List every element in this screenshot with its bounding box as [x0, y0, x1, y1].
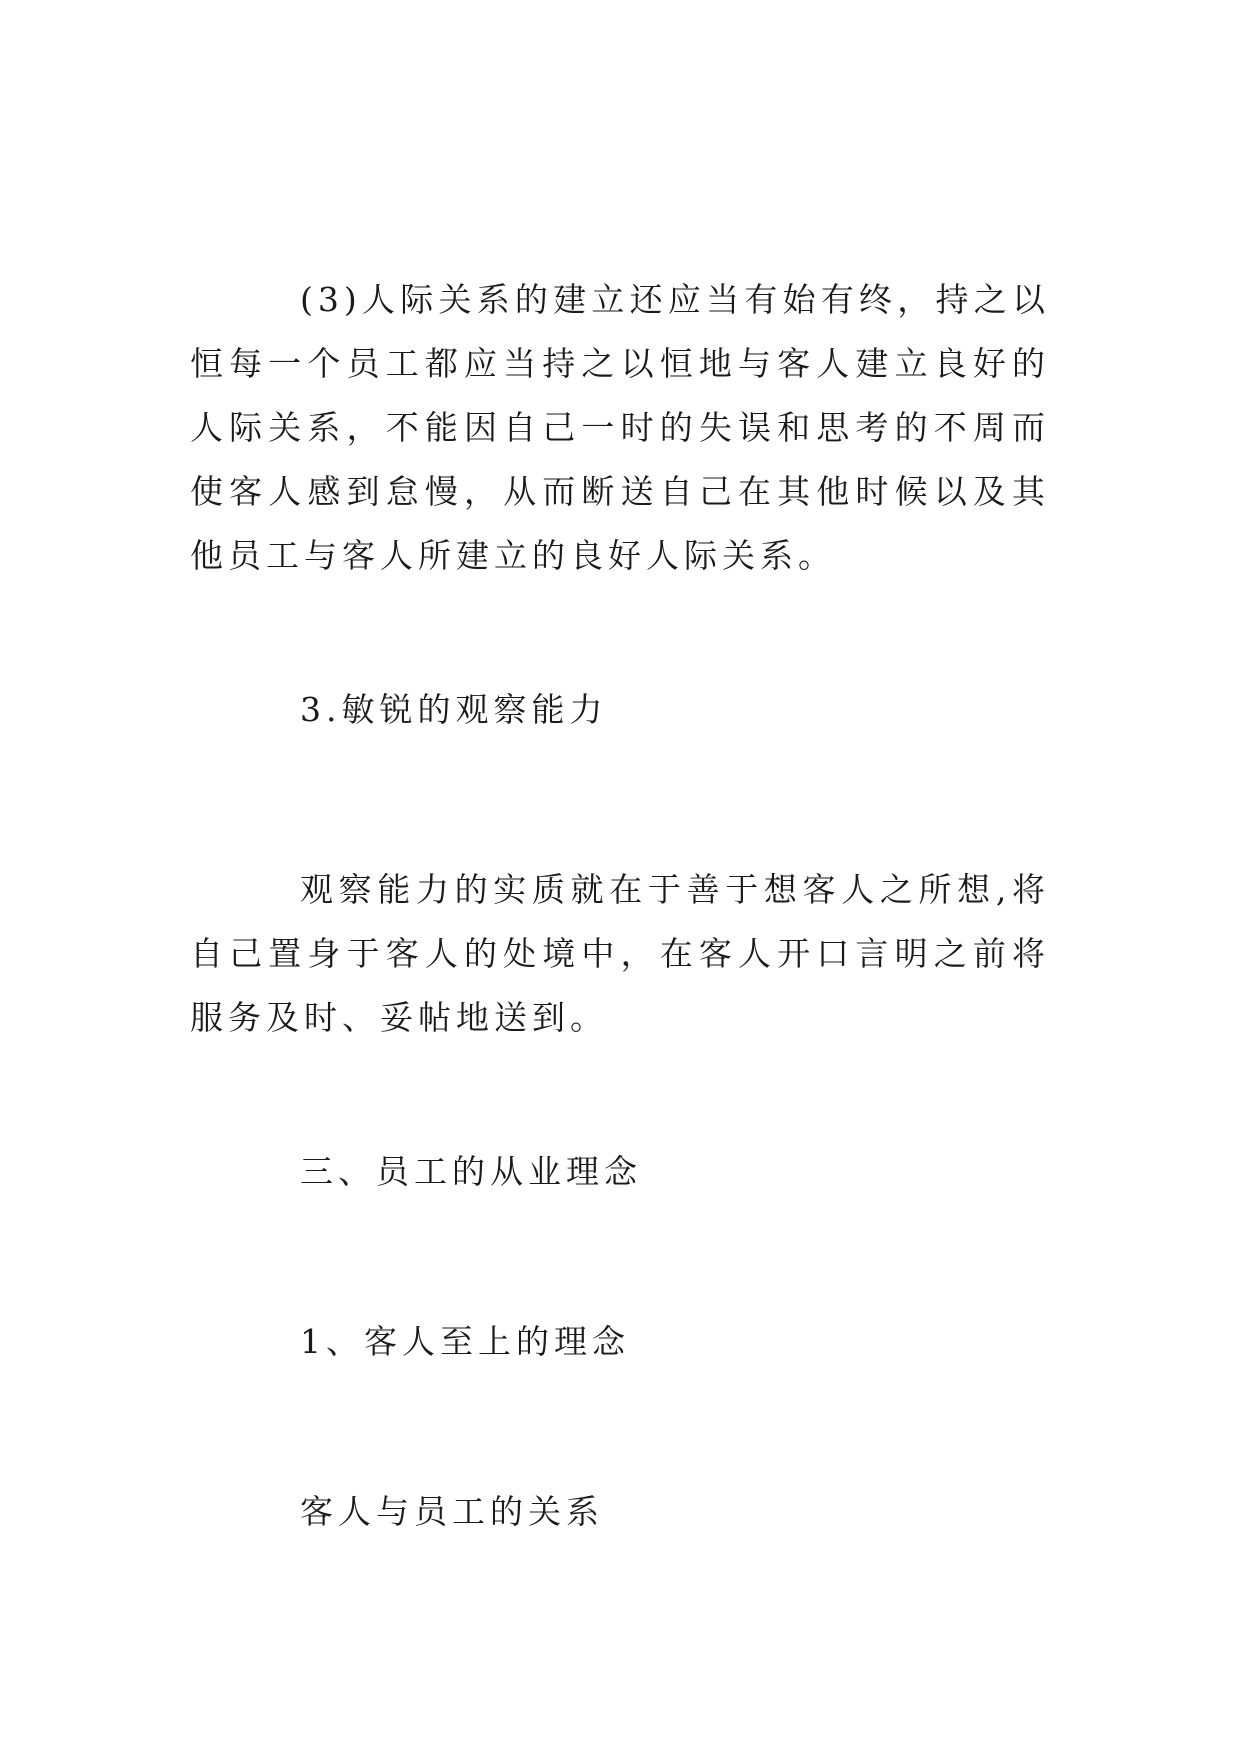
section-heading-observation-ability: 3.敏锐的观察能力: [300, 690, 608, 729]
subsection-heading-guest-first: 1、客人至上的理念: [300, 1322, 630, 1361]
subsection-heading-guest-staff-relationship: 客人与员工的关系: [300, 1492, 604, 1531]
body-paragraph-interpersonal: (3)人际关系的建立还应当有始有终，持之以恒每一个员工都应当持之以恒地与客人建立良好的人际关系，不能因自己一时的失误和思考的不周而使客人感到怠慢，从而断送自己在其他时候以及其他员工与客人所建立的良好人际关系。: [190, 280, 1050, 575]
section-heading-employee-philosophy: 三、员工的从业理念: [300, 1152, 642, 1191]
body-paragraph-observation: 观察能力的实质就在于善于想客人之所想,将自己置身于客人的处境中，在客人开口言明之前将服务及时、妥帖地送到。: [190, 870, 1050, 1037]
